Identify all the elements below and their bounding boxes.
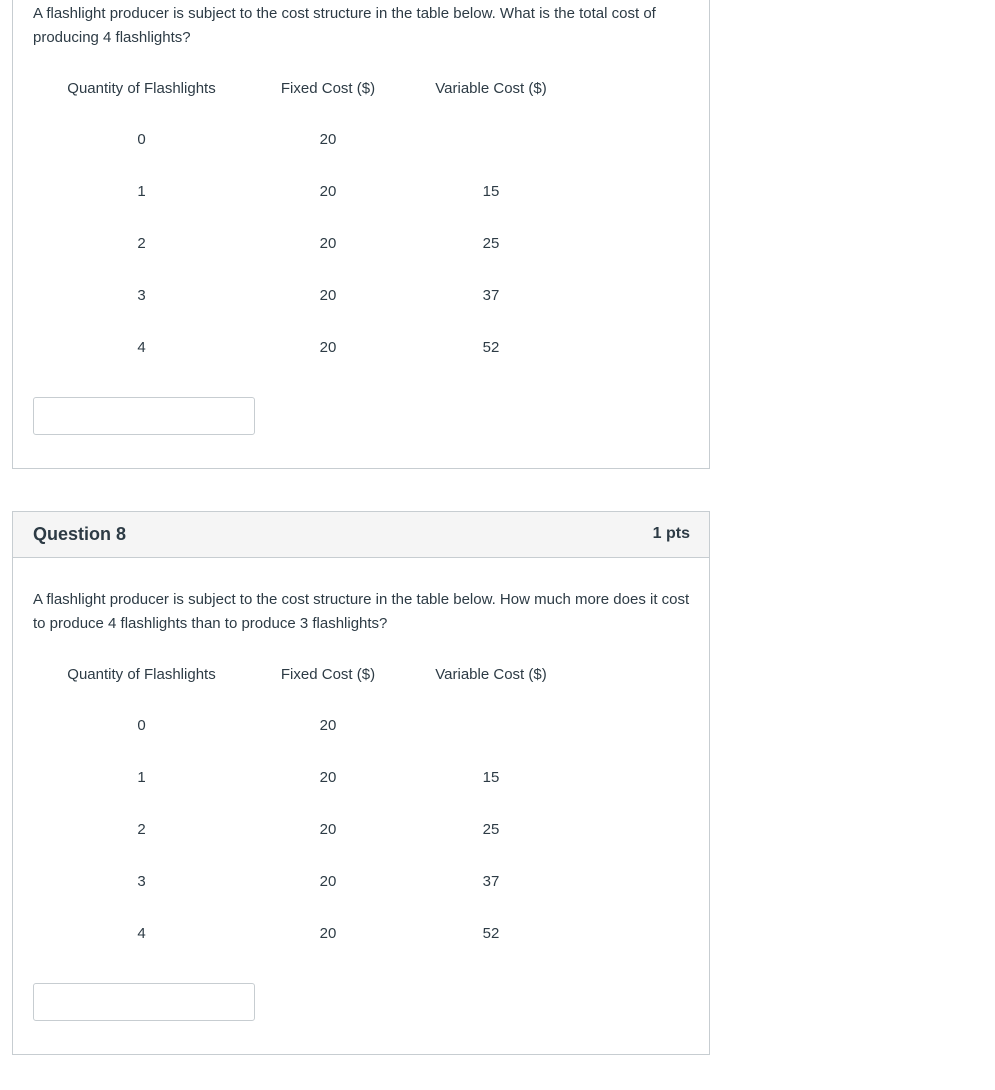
question-8-cost-table: [33, 649, 576, 959]
cell-fixed-cost: 20: [319, 338, 337, 356]
chevron-right-icon: [0, 526, 3, 538]
cell-fixed-cost: 20: [319, 182, 337, 200]
column-header-fixed-cost: Fixed Cost ($): [280, 665, 376, 683]
column-header-quantity: Quantity of Flashlights: [67, 665, 216, 683]
cell-variable-cost: 37: [482, 286, 500, 304]
table-row: [33, 803, 576, 855]
cell-variable-cost: 25: [482, 820, 500, 838]
cell-quantity: 0: [137, 716, 146, 734]
table-header-row: [33, 649, 576, 699]
question-title: Question 8: [33, 524, 127, 544]
cell-variable-cost: 25: [482, 234, 500, 252]
column-header-fixed-cost: Fixed Cost ($): [280, 79, 376, 97]
cell-fixed-cost: 20: [319, 234, 337, 252]
cell-variable-cost: 52: [482, 338, 500, 356]
cell-variable-cost: [406, 113, 576, 165]
cell-fixed-cost: 20: [319, 924, 337, 942]
table-row: [33, 113, 576, 165]
question-7-text: A flashlight producer is subject to the cost structure in the table below. What is the total cost of producing 4 flashlights?: [33, 5, 656, 46]
question-8-header: [13, 512, 709, 558]
table-row: [33, 699, 576, 751]
table-row: [33, 269, 576, 321]
cell-fixed-cost: 20: [319, 286, 337, 304]
cell-quantity: 0: [137, 130, 146, 148]
cell-quantity: 1: [137, 182, 146, 200]
question-8-text: A flashlight producer is subject to the cost structure in the table below. How much more does it cost to produce 4 flashlights than to produce 3 flashlights?: [33, 591, 690, 632]
table-row: [33, 855, 576, 907]
cell-variable-cost: 15: [482, 768, 500, 786]
cell-variable-cost: 15: [482, 182, 500, 200]
table-header-row: [33, 63, 576, 113]
cell-fixed-cost: 20: [319, 768, 337, 786]
cell-variable-cost: 52: [482, 924, 500, 942]
cell-quantity: 4: [137, 924, 146, 942]
cell-quantity: 1: [137, 768, 146, 786]
cell-quantity: 4: [137, 338, 146, 356]
cell-variable-cost: 37: [482, 872, 500, 890]
table-row: [33, 907, 576, 959]
question-8-card: [12, 511, 710, 1055]
question-8-answer-input[interactable]: [33, 983, 255, 1021]
table-row: [33, 321, 576, 373]
cell-quantity: 2: [137, 820, 146, 838]
cell-quantity: 2: [137, 234, 146, 252]
cell-fixed-cost: 20: [319, 872, 337, 890]
table-row: [33, 217, 576, 269]
cell-fixed-cost: 20: [319, 130, 337, 148]
column-header-quantity: Quantity of Flashlights: [67, 79, 216, 97]
cell-fixed-cost: 20: [319, 716, 337, 734]
column-header-variable-cost: Variable Cost ($): [435, 79, 547, 97]
column-header-variable-cost: Variable Cost ($): [435, 665, 547, 683]
question-7-cost-table: [33, 63, 576, 373]
cell-quantity: 3: [137, 286, 146, 304]
cell-fixed-cost: 20: [319, 820, 337, 838]
question-7-card: [12, 0, 710, 469]
question-points: 1 pts: [652, 525, 690, 542]
table-row: [33, 751, 576, 803]
question-7-answer-input[interactable]: [33, 397, 255, 435]
cell-quantity: 3: [137, 872, 146, 890]
table-row: [33, 165, 576, 217]
cell-variable-cost: [406, 699, 576, 751]
